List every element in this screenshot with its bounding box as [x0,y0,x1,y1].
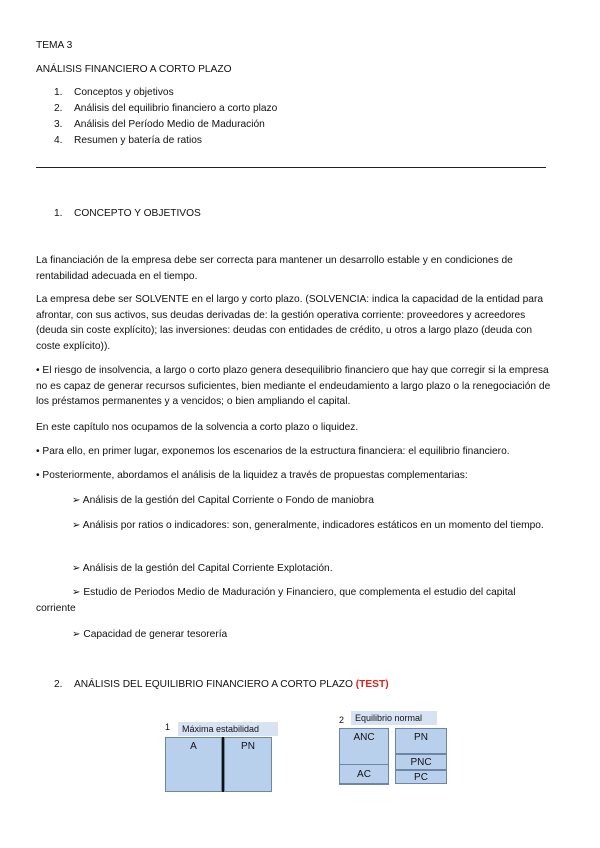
paragraph: • Para ello, en primer lugar, exponemos los escenarios de la estructura financiera: el equilibrio financiero. [36,446,510,457]
liability-block-pn [224,737,272,792]
toc-item-number: 1. [54,87,63,98]
toc-item [54,133,202,149]
liability-block-pnc [395,754,447,770]
paragraph: En este capítulo nos ocupamos de la solvencia a corto plazo o liquidez. [36,422,359,433]
section2-number: 2. [54,679,63,690]
bullet-item: ➢ Estudio de Periodos Medio de Maduración y Financiero, que complementa el estudio del capital corriente [36,587,516,614]
block-label: A [190,741,197,752]
bullet-item: ➢ Capacidad de generar tesorería [72,629,228,640]
asset-block-ac [339,764,389,784]
toc-item-number: 3. [54,119,63,130]
section2-heading [54,677,389,693]
test-tag: (TEST) [355,679,389,690]
bullet-item: ➢ Análisis de la gestión del Capital Corriente Explotación. [72,563,333,574]
block-label: PN [414,732,428,743]
block-label: PNC [410,757,432,768]
block-label: PC [414,772,428,783]
block-label: AC [357,769,371,780]
toc-item [54,85,174,101]
bullet-item: ➢ Análisis por ratios o indicadores: son, generalmente, indicadores estáticos en un momento del tiempo. [72,520,544,531]
paragraph: La financiación de la empresa debe ser correcta para mantener un desarrollo estable y en condiciones de rentabilidad adecuada en el tiempo. [36,255,513,282]
diagram-title: Máxima estabilidad [178,722,278,736]
block-separator [339,784,389,785]
section1-heading [54,206,201,222]
paragraph: • El riesgo de insolvencia, a largo o corto plazo genera desequilibrio financiero que hay que corregir si la empresa no es capaz de generar recursos suficientes, bien mediante el endeudamiento a largo plazo o la renegociación de los préstamos permanentes y a vencidos; o bien ampliando el capital. [36,365,551,407]
toc-item-label: Análisis del Período Medio de Maduración [74,119,265,130]
toc-item [54,101,277,117]
toc-item-number: 2. [54,103,63,114]
topic-label: TEMA 3 [36,40,73,51]
document-title: ANÁLISIS FINANCIERO A CORTO PLAZO [36,64,232,75]
toc-item-label: Análisis del equilibrio financiero a corto plazo [74,103,278,114]
asset-block-a [165,737,222,792]
liability-block-pc [395,770,447,784]
section2-title: ANÁLISIS DEL EQUILIBRIO FINANCIERO A CORTO PLAZO [74,679,353,690]
diagram-number: 2 [339,715,345,725]
toc-item [54,117,265,133]
section1-title: CONCEPTO Y OBJETIVOS [74,208,201,219]
bullet-item: ➢ Análisis de la gestión del Capital Corriente o Fondo de maniobra [72,495,374,506]
horizontal-divider [36,167,546,168]
toc-item-label: Conceptos y objetivos [74,87,174,98]
section1-number: 1. [54,208,63,219]
liability-block-pn [395,728,447,754]
toc-item-number: 4. [54,135,63,146]
paragraph: La empresa debe ser SOLVENTE en el largo y corto plazo. (SOLVENCIA: indica la capacidad de la entidad para afrontar, con sus activos, sus deudas derivadas de: la gestión operativa corriente: proveedores y acreedores (deuda sin coste explícito); las inversiones: deudas con entidades de crédito, u otros a largo plazo (deuda con coste explícito)). [36,294,544,352]
diagram-number: 1 [165,722,171,732]
block-label: PN [241,741,255,752]
block-label: ANC [353,732,375,743]
toc-item-label: Resumen y batería de ratios [74,135,202,146]
diagram-title: Equilibrio normal [351,711,437,725]
paragraph: • Posteriormente, abordamos el análisis de la liquidez a través de propuestas complementarias: [36,470,468,481]
